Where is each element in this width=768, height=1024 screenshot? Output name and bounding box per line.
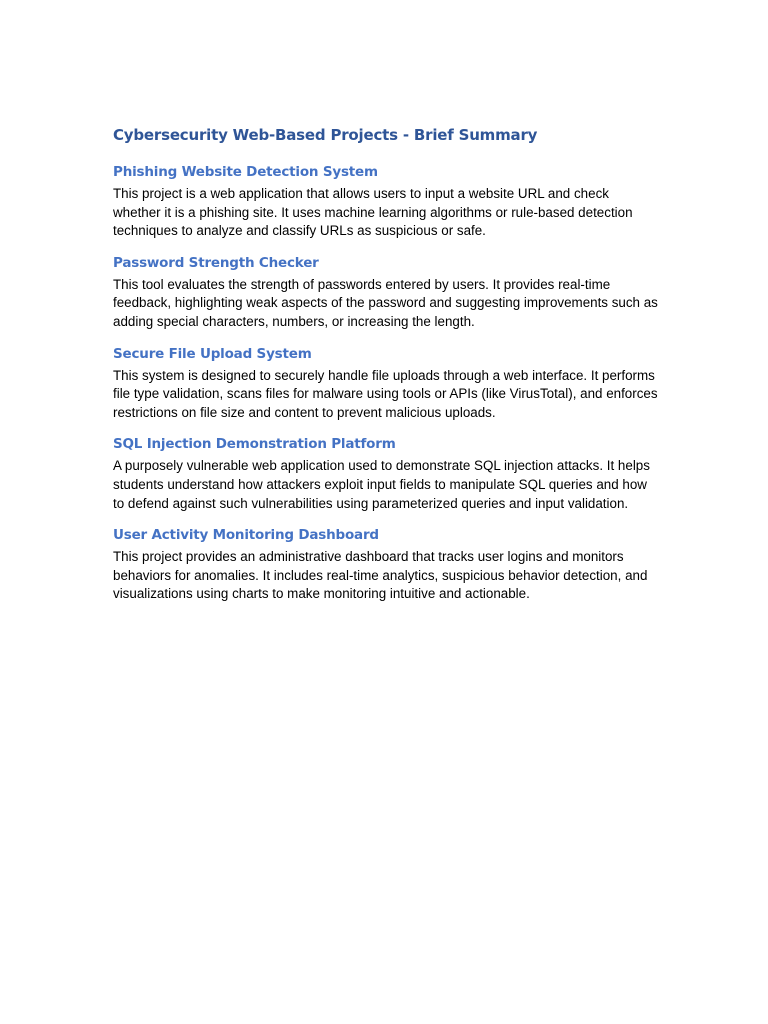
section-heading: Secure File Upload System [113, 345, 312, 362]
section-sql-injection [113, 435, 658, 513]
section-password-checker [113, 254, 658, 332]
section-heading: User Activity Monitoring Dashboard [113, 527, 379, 544]
section-body: This system is designed to securely handle file uploads through a web interface. It performs file type validation, scans files for malware using tools or APIs (like VirusTotal), and enforces restrictions on file size and content to prevent malicious uploads. [113, 367, 658, 420]
section-body: This project is a web application that allows users to input a website URL and check whether it is a phishing site. It uses machine learning algorithms or rule-based detection techniques to analyze and classify URLs as suspicious or safe. [113, 186, 633, 239]
section-body: This project provides an administrative dashboard that tracks user logins and monitors behaviors for anomalies. It includes real-time analytics, suspicious behavior detection, and visualizations using charts to make monitoring intuitive and actionable. [113, 549, 648, 602]
section-body: A purposely vulnerable web application used to demonstrate SQL injection attacks. It helps students understand how attackers exploit input fields to manipulate SQL queries and how to defend against such vulnerabilities using parameterized queries and input validation. [113, 458, 650, 511]
section-activity-dashboard [113, 526, 658, 604]
document-title: Cybersecurity Web-Based Projects - Brief Summary [113, 126, 538, 144]
section-secure-upload [113, 345, 658, 423]
section-body: This tool evaluates the strength of passwords entered by users. It provides real-time feedback, highlighting weak aspects of the password and suggesting improvements such as adding special characters, numbers, or increasing the length. [113, 276, 658, 329]
document-page [113, 124, 658, 617]
section-phishing-detection [113, 163, 658, 241]
section-heading: Phishing Website Detection System [113, 164, 378, 180]
section-heading: SQL Injection Demonstration Platform [113, 436, 396, 453]
section-heading: Password Strength Checker [113, 254, 319, 271]
